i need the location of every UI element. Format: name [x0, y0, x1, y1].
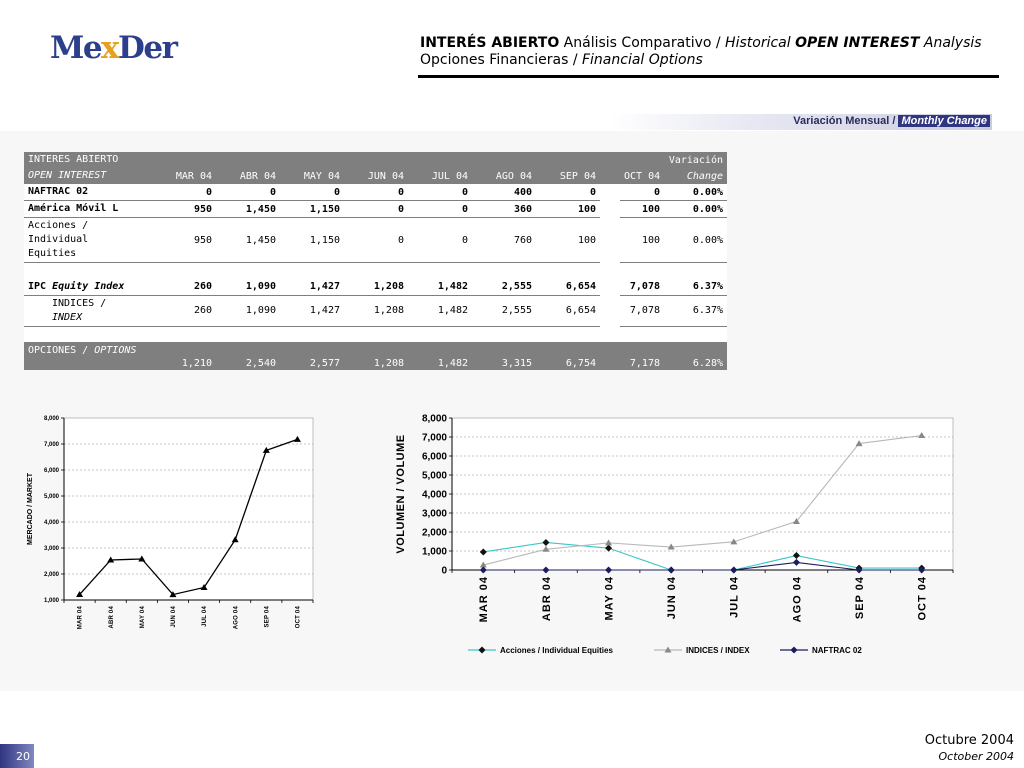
y-tick-label: 4,000	[421, 489, 447, 501]
table-cell: 100	[620, 218, 664, 263]
table-spacer	[24, 263, 727, 279]
column-header: SEP 04	[536, 168, 600, 184]
table-cell: 1,427	[280, 279, 344, 296]
y-tick-label: 3,000	[421, 508, 447, 520]
table-cell: 100	[536, 218, 600, 263]
table-cell: 950	[144, 201, 216, 218]
header-label-en: OPEN INTEREST	[24, 168, 144, 184]
table-cell: 1,482	[408, 342, 472, 370]
table-cell: 1,150	[280, 201, 344, 218]
y-tick-label: 2,000	[421, 527, 447, 539]
header-divider	[418, 75, 999, 78]
title-plain-es: Análisis Comparativo /	[559, 35, 726, 51]
table-header-row-2	[24, 168, 727, 184]
mexder-logo	[50, 30, 176, 66]
footer-date	[925, 733, 1014, 765]
row-label: IPC	[28, 280, 53, 292]
row-label: Acciones / Individual Equities	[24, 218, 144, 263]
x-tick-label: JUL 04	[202, 606, 209, 627]
table-cell: 7,178	[620, 342, 664, 370]
total-label: OPCIONES /	[28, 345, 95, 356]
table-cell: 260	[144, 295, 216, 326]
table-cell: 0	[620, 184, 664, 201]
legend-marker	[791, 647, 798, 654]
x-tick-label: OCT 04	[916, 576, 929, 621]
table-cell: 1,208	[344, 342, 408, 370]
table-cell: 0	[536, 184, 600, 201]
table-cell: 0	[344, 218, 408, 263]
y-tick-label: 1,000	[421, 546, 447, 558]
date-es: Octubre 2004	[924, 733, 1014, 748]
column-header: OCT 04	[620, 168, 664, 184]
table-cell: 100	[620, 201, 664, 218]
table-cell: 1,208	[344, 279, 408, 296]
volume-chart	[390, 406, 970, 668]
table-cell: 1,482	[408, 295, 472, 326]
table-cell: 6,754	[536, 342, 600, 370]
legend-label: Acciones / Individual Equities	[500, 646, 613, 655]
table-cell: 2,577	[280, 342, 344, 370]
table-cell: 6,654	[536, 279, 600, 296]
row-label-italic: INDEX	[52, 311, 83, 323]
table-row-acciones	[24, 218, 727, 263]
table-row-america-movil	[24, 201, 727, 218]
x-tick-label: JUL 04	[728, 576, 741, 618]
table-cell: 760	[472, 218, 536, 263]
table-cell: 260	[144, 279, 216, 296]
plot-area	[64, 418, 313, 600]
y-tick-label: 3,000	[43, 546, 59, 553]
x-tick-label: MAR 04	[77, 606, 84, 630]
x-tick-label: MAR 04	[478, 576, 491, 623]
header-variation-es: Variación	[664, 152, 727, 168]
table-row-options-total	[24, 342, 727, 370]
change-cell: 0.00%	[664, 218, 727, 263]
table-cell: 7,078	[620, 295, 664, 326]
title-italic-en: Historical	[725, 35, 796, 51]
change-cell: 0.00%	[664, 184, 727, 201]
table-cell: 0	[344, 201, 408, 218]
y-axis-title: VOLUMEN / VOLUME	[395, 434, 407, 554]
table-cell: 2,555	[472, 279, 536, 296]
subtitle-es: Opciones Financieras /	[420, 52, 582, 68]
y-tick-label: 6,000	[43, 468, 59, 475]
date-en: October 2004	[938, 750, 1014, 763]
monthly-change-banner	[610, 114, 992, 130]
row-label: INDICES /	[52, 297, 107, 309]
y-tick-label: 4,000	[43, 520, 59, 527]
y-tick-label: 8,000	[421, 413, 447, 425]
change-cell: 6.37%	[664, 279, 727, 296]
y-tick-label: 6,000	[421, 451, 447, 463]
row-label: NAFTRAC 02	[24, 184, 144, 201]
y-tick-label: 7,000	[43, 442, 59, 449]
x-tick-label: SEP 04	[853, 576, 866, 620]
x-tick-label: SEP 04	[264, 606, 271, 628]
row-label: América Móvil L	[24, 201, 144, 218]
y-tick-label: 1,000	[43, 598, 59, 605]
legend-label: NAFTRAC 02	[812, 646, 862, 655]
table-cell: 1,090	[216, 295, 280, 326]
table-cell: 400	[472, 184, 536, 201]
table-cell: 1,427	[280, 295, 344, 326]
row-label-italic: Equity Index	[52, 280, 125, 292]
x-tick-label: JUN 04	[171, 606, 178, 628]
y-tick-label: 0	[441, 565, 447, 577]
table-cell: 1,090	[216, 279, 280, 296]
table-cell: 1,450	[216, 201, 280, 218]
y-tick-label: 8,000	[43, 416, 59, 423]
monthly-change-es: Variación Mensual /	[793, 115, 899, 127]
x-tick-label: MAY 04	[139, 606, 146, 629]
table-cell: 0	[344, 184, 408, 201]
table-cell: 1,450	[216, 218, 280, 263]
y-tick-label: 2,000	[43, 572, 59, 579]
open-interest-table	[24, 152, 727, 370]
column-header: JUL 04	[408, 168, 472, 184]
table-cell: 1,150	[280, 218, 344, 263]
title-italic-en2: Analysis	[919, 35, 982, 51]
table-cell: 7,078	[620, 279, 664, 296]
x-tick-label: JUN 04	[666, 576, 679, 620]
column-header: JUN 04	[344, 168, 408, 184]
title-line-1	[420, 35, 982, 52]
monthly-change-en: Monthly Change	[898, 115, 990, 127]
table-cell: 100	[536, 201, 600, 218]
table-cell: 1,482	[408, 279, 472, 296]
change-cell: 0.00%	[664, 201, 727, 218]
y-tick-label: 5,000	[43, 494, 59, 501]
table-cell: 360	[472, 201, 536, 218]
page-number: 20	[0, 744, 34, 768]
table-cell: 1,210	[144, 342, 216, 370]
table-cell: 2,555	[472, 295, 536, 326]
table-cell: 1,208	[344, 295, 408, 326]
change-cell: 6.28%	[664, 342, 727, 370]
logo-text: MexDer	[50, 30, 177, 66]
x-tick-label: AGO 04	[233, 606, 240, 630]
table-cell: 950	[144, 218, 216, 263]
x-tick-label: ABR 04	[540, 576, 553, 622]
title-bold-italic-en: OPEN INTEREST	[795, 35, 920, 51]
table-cell: 0	[280, 184, 344, 201]
column-header: ABR 04	[216, 168, 280, 184]
total-label-italic: OPTIONS	[94, 345, 137, 356]
table-header-row-1	[24, 152, 727, 168]
table-spacer	[24, 326, 727, 342]
page-title	[420, 35, 982, 69]
column-header: AGO 04	[472, 168, 536, 184]
monthly-change-label	[793, 115, 990, 127]
legend-label: INDICES / INDEX	[686, 646, 750, 655]
x-tick-label: MAY 04	[603, 576, 616, 621]
column-header: MAY 04	[280, 168, 344, 184]
options-market-chart	[20, 408, 320, 658]
title-line-2	[420, 52, 982, 69]
y-axis-title: MERCADO / MARKET	[27, 473, 34, 545]
table-cell: 6,654	[536, 295, 600, 326]
title-bold-es: INTERÉS ABIERTO	[420, 35, 560, 51]
y-tick-label: 5,000	[421, 470, 447, 482]
table-row-naftrac	[24, 184, 727, 201]
table-cell: 3,315	[472, 342, 536, 370]
x-tick-label: OCT 04	[295, 606, 302, 629]
subtitle-en: Financial Options	[581, 52, 703, 68]
header-variation-en: Change	[664, 168, 727, 184]
column-header: MAR 04	[144, 168, 216, 184]
table-cell: 0	[144, 184, 216, 201]
header-label-es: INTERES ABIERTO	[24, 152, 144, 168]
y-tick-label: 7,000	[421, 432, 447, 444]
table-cell: 0	[216, 184, 280, 201]
table-cell: 2,540	[216, 342, 280, 370]
table-row-indices	[24, 295, 727, 326]
x-tick-label: ABR 04	[108, 606, 115, 629]
table-cell: 0	[408, 201, 472, 218]
table-cell: 0	[408, 218, 472, 263]
table-row-ipc	[24, 279, 727, 296]
change-cell: 6.37%	[664, 295, 727, 326]
legend-marker	[479, 647, 486, 654]
table-cell: 0	[408, 184, 472, 201]
x-tick-label: AGO 04	[791, 576, 804, 623]
